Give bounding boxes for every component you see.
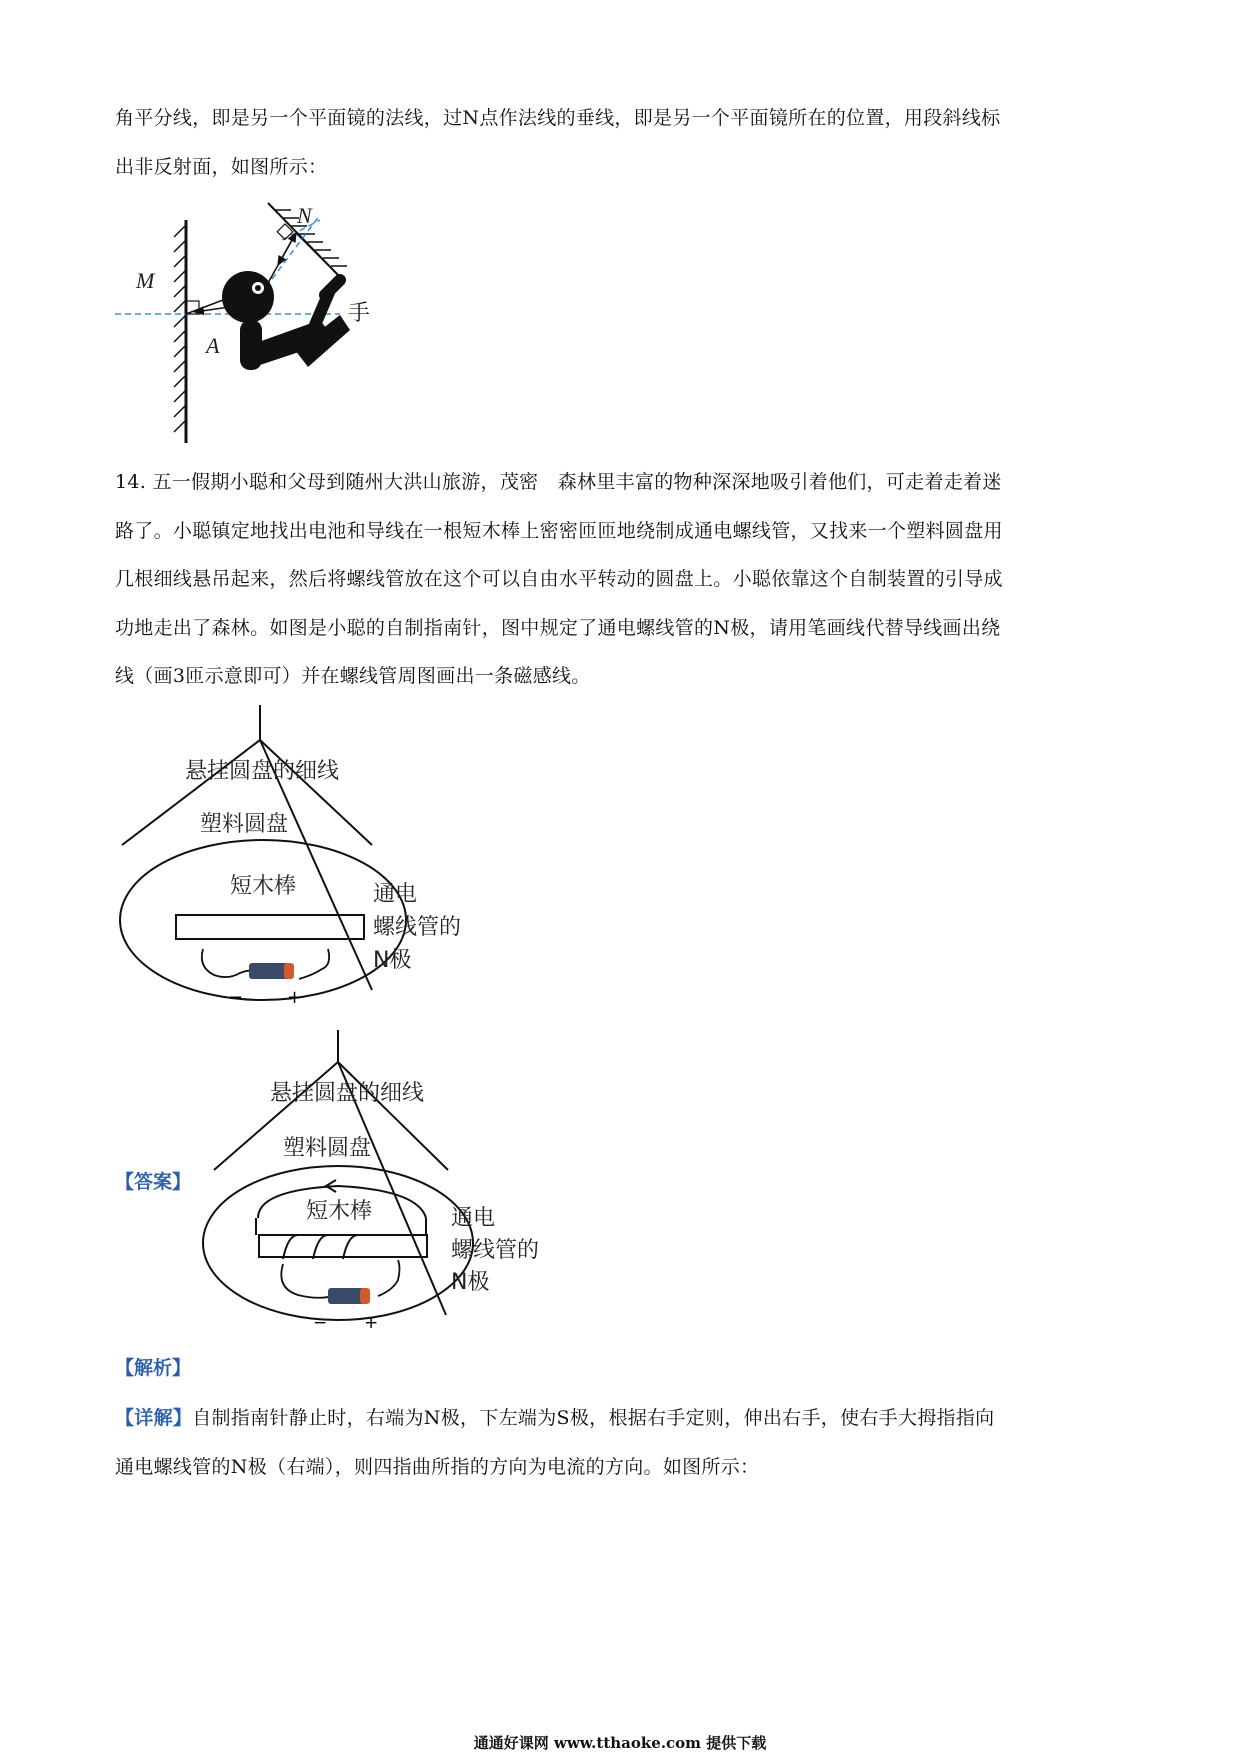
detail-line-2: 通电螺线管的N极（右端），则四指曲所指的方向为电流的方向。如图所示： bbox=[115, 1455, 760, 1478]
detail-tag: 【详解】 bbox=[115, 1407, 193, 1429]
detail-line-1 bbox=[115, 1394, 1130, 1443]
disk-label: 塑料圆盘 bbox=[200, 812, 289, 837]
wall-hatch bbox=[174, 225, 186, 432]
compass-figure-question bbox=[110, 705, 510, 1008]
question-line-5: 线（画3匝示意即可）并在螺线管周图画出一条磁感线。 bbox=[115, 665, 591, 687]
person-silhouette bbox=[222, 271, 350, 370]
question-line-4: 功地走出了森林。如图是小聪的自制指南针，图中规定了通电螺线管的N极，请用笔画线代替导线画出绕 bbox=[115, 616, 1001, 639]
answer-battery-minus: − bbox=[313, 1313, 328, 1333]
label-hand: 手 bbox=[348, 301, 371, 326]
analysis-tag: 【解析】 bbox=[115, 1357, 192, 1379]
answer-disk-label: 塑料圆盘 bbox=[283, 1136, 372, 1161]
thread-label: 悬挂圆盘的细线 bbox=[185, 759, 340, 784]
stick-label: 短木棒 bbox=[230, 874, 297, 899]
ray-n-hand bbox=[296, 233, 340, 277]
answer-n-label-3: N极 bbox=[451, 1270, 490, 1295]
person-pupil bbox=[255, 285, 261, 291]
mirror-figure bbox=[100, 195, 440, 450]
question-line-1: 14. 五一假期小聪和父母到随州大洪山旅游，茂密 森林里丰富的物种深深地吸引着他们，可走着走着迷 bbox=[115, 471, 1002, 493]
answer-n-label-2: 螺线管的 bbox=[451, 1238, 540, 1263]
answer-battery-plus: + bbox=[364, 1313, 379, 1333]
page-footer: 通通好课网 www.tthaoke.com 提供下载 bbox=[473, 1734, 767, 1752]
n-label-2: 螺线管的 bbox=[373, 915, 462, 940]
label-n: N bbox=[297, 203, 312, 228]
detail-line-1-text: 自制指南针静止时，右端为N极，下左端为S极，根据右手定则，伸出右手，使右手大拇指指向 bbox=[192, 1407, 995, 1429]
intro-paragraph bbox=[115, 94, 1130, 191]
compass-figure-answer bbox=[198, 1030, 558, 1333]
coil-windings bbox=[283, 1235, 358, 1259]
intro-line-1: 角平分线，即是另一个平面镜的法线，过N点作法线的垂线，即是另一个平面镜所在的位置，用段斜线标 bbox=[115, 107, 1001, 129]
n-label-3: N极 bbox=[373, 948, 412, 973]
question-line-3: 几根细线悬吊起来，然后将螺线管放在这个可以自由水平转动的圆盘上。小聪依靠这个自制装置的引导成 bbox=[115, 568, 1003, 590]
intro-line-2: 出非反射面，如图所示： bbox=[115, 155, 328, 178]
battery-cap bbox=[284, 963, 294, 979]
battery-plus: + bbox=[287, 987, 303, 1008]
answer-n-label-1: 通电 bbox=[451, 1206, 496, 1231]
battery-body bbox=[249, 963, 290, 979]
question-line-2: 路了。小聪镇定地找出电池和导线在一根短木棒上密密匝匝地绕制成通电螺线管，又找来一个塑料圆盘用 bbox=[115, 519, 1003, 542]
n-label-1: 通电 bbox=[373, 882, 418, 907]
label-a: A bbox=[206, 333, 220, 358]
wooden-stick bbox=[176, 915, 364, 939]
question-paragraph bbox=[115, 458, 1130, 701]
answer-thread-label: 悬挂圆盘的细线 bbox=[270, 1081, 425, 1106]
answer-tag: 【答案】 bbox=[115, 1171, 192, 1193]
label-m: M bbox=[136, 268, 155, 293]
battery-minus: − bbox=[228, 987, 244, 1008]
answer-stick-label: 短木棒 bbox=[306, 1199, 373, 1224]
detail-paragraph bbox=[115, 1394, 1130, 1491]
wire-right bbox=[299, 949, 329, 979]
